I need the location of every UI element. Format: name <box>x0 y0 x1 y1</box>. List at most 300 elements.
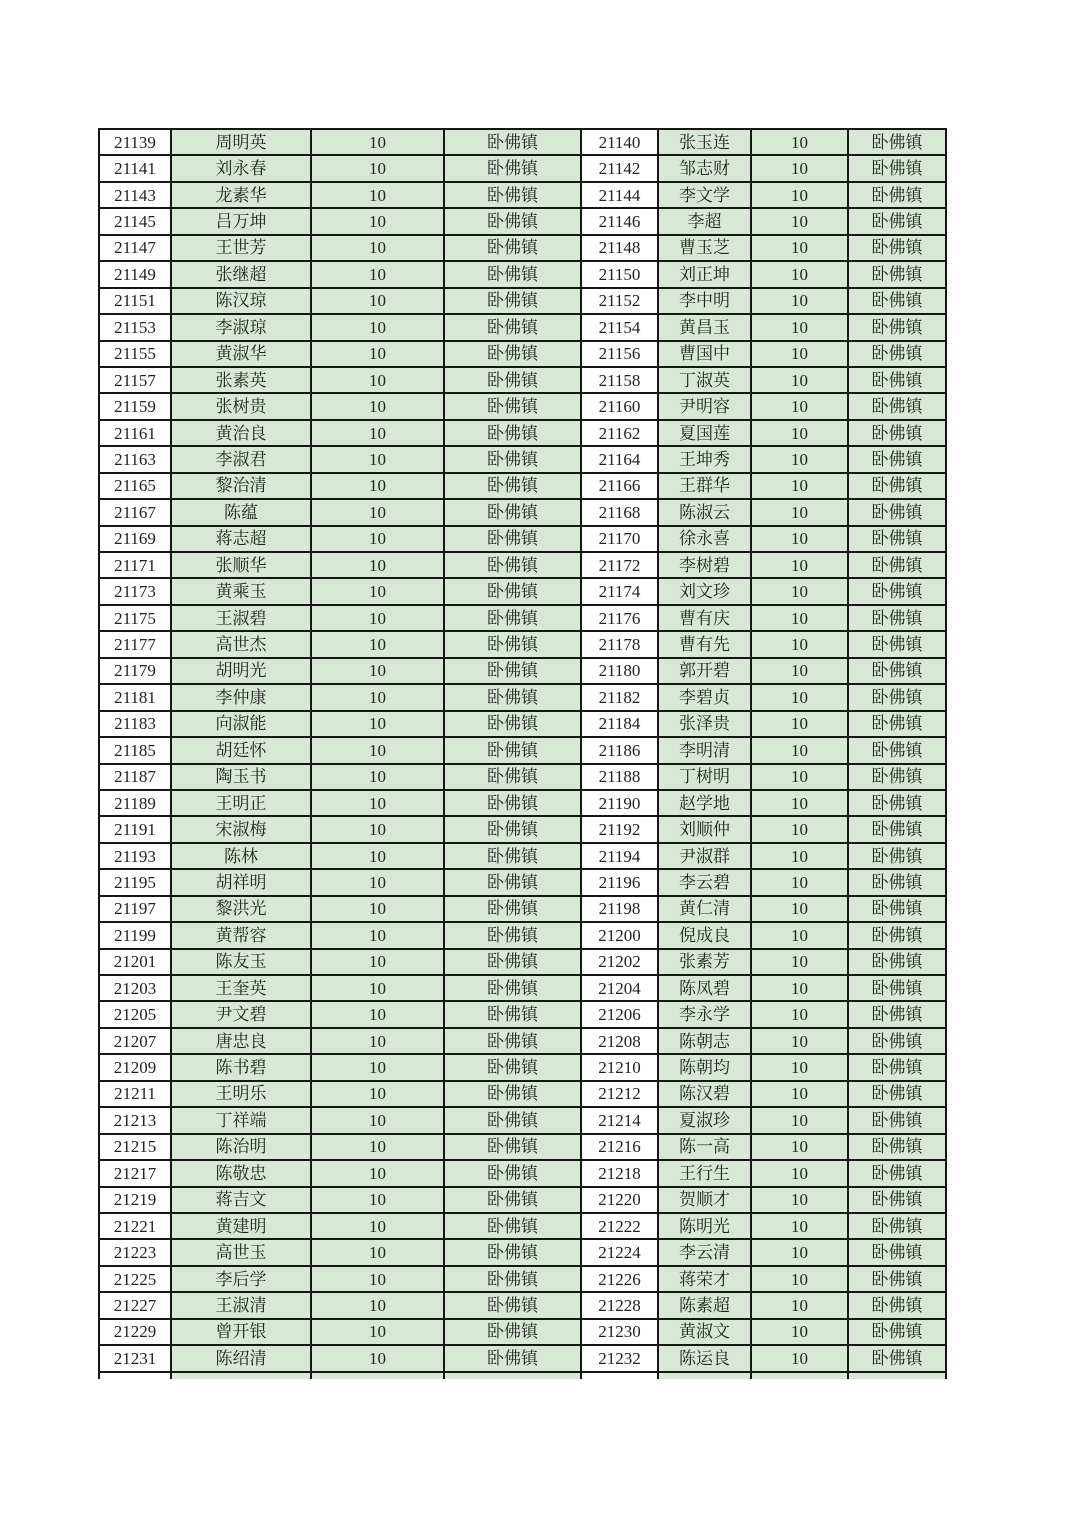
right-id-cell: 21192 <box>581 816 658 842</box>
left-name-cell: 王淑清 <box>171 1292 311 1318</box>
left-value-cell: 10 <box>311 314 444 340</box>
right-id-cell: 21170 <box>581 526 658 552</box>
right-id-cell: 21214 <box>581 1107 658 1133</box>
table-row <box>99 684 946 710</box>
left-name-cell: 黄建明 <box>171 1213 311 1239</box>
right-town-cell: 卧佛镇 <box>848 1345 946 1371</box>
table-row <box>99 473 946 499</box>
right-town-cell: 卧佛镇 <box>848 843 946 869</box>
left-id-cell: 21147 <box>99 235 171 261</box>
left-id-cell: 21153 <box>99 314 171 340</box>
left-value-cell: 10 <box>311 446 444 472</box>
left-value-cell: 10 <box>311 208 444 234</box>
right-name-cell: 尹明容 <box>658 393 751 419</box>
right-town-cell: 卧佛镇 <box>848 261 946 287</box>
left-value-cell: 10 <box>311 261 444 287</box>
right-value-cell: 10 <box>751 949 848 975</box>
left-value-cell: 10 <box>311 393 444 419</box>
left-value-cell: 10 <box>311 1292 444 1318</box>
table-row <box>99 869 946 895</box>
left-id-cell: 21187 <box>99 764 171 790</box>
right-name-cell: 刘正坤 <box>658 261 751 287</box>
left-town-cell: 卧佛镇 <box>444 790 581 816</box>
table-row <box>99 737 946 763</box>
right-value-cell: 10 <box>751 1187 848 1213</box>
left-value-cell: 10 <box>311 235 444 261</box>
table-row <box>99 367 946 393</box>
right-value-cell: 10 <box>751 1266 848 1292</box>
right-id-cell: 21162 <box>581 420 658 446</box>
right-value-cell: 10 <box>751 367 848 393</box>
left-id-cell: 21173 <box>99 578 171 604</box>
left-id-cell: 21213 <box>99 1107 171 1133</box>
table-row-partial <box>99 1372 946 1379</box>
left-id-cell: 21225 <box>99 1266 171 1292</box>
left-name-cell: 蒋吉文 <box>171 1187 311 1213</box>
left-town-cell: 卧佛镇 <box>444 1266 581 1292</box>
right-id-cell: 21186 <box>581 737 658 763</box>
left-town-cell: 卧佛镇 <box>444 578 581 604</box>
left-town-cell: 卧佛镇 <box>444 869 581 895</box>
left-id-cell: 21183 <box>99 711 171 737</box>
roster-table <box>98 128 947 1379</box>
right-town-cell: 卧佛镇 <box>848 816 946 842</box>
right-id-cell: 21180 <box>581 658 658 684</box>
left-name-cell: 陈友玉 <box>171 949 311 975</box>
left-value-cell: 10 <box>311 1134 444 1160</box>
table-row <box>99 499 946 525</box>
right-id-cell: 21228 <box>581 1292 658 1318</box>
right-town-cell: 卧佛镇 <box>848 658 946 684</box>
left-value-cell: 10 <box>311 896 444 922</box>
right-town-cell: 卧佛镇 <box>848 1187 946 1213</box>
table-row <box>99 1239 946 1265</box>
left-town-cell: 卧佛镇 <box>444 1107 581 1133</box>
right-town-cell: 卧佛镇 <box>848 869 946 895</box>
left-name-cell: 王奎英 <box>171 975 311 1001</box>
table-row <box>99 711 946 737</box>
left-name-cell: 黎治清 <box>171 473 311 499</box>
right-id-cell: 21226 <box>581 1266 658 1292</box>
left-id-cell: 21219 <box>99 1187 171 1213</box>
right-town-cell: 卧佛镇 <box>848 552 946 578</box>
right-town-cell: 卧佛镇 <box>848 922 946 948</box>
right-name-cell: 李云碧 <box>658 869 751 895</box>
right-value-cell: 10 <box>751 1081 848 1107</box>
left-id-cell: 21185 <box>99 737 171 763</box>
left-name-cell: 王世芳 <box>171 235 311 261</box>
table-row <box>99 182 946 208</box>
right-name-cell: 陈运良 <box>658 1345 751 1371</box>
right-name-cell: 赵学地 <box>658 790 751 816</box>
left-value-cell: 10 <box>311 367 444 393</box>
right-value-cell <box>751 1372 848 1379</box>
right-town-cell: 卧佛镇 <box>848 341 946 367</box>
right-id-cell: 21164 <box>581 446 658 472</box>
right-name-cell: 陈朝均 <box>658 1054 751 1080</box>
left-id-cell: 21197 <box>99 896 171 922</box>
table-row <box>99 896 946 922</box>
left-town-cell: 卧佛镇 <box>444 1345 581 1371</box>
right-id-cell: 21210 <box>581 1054 658 1080</box>
right-town-cell: 卧佛镇 <box>848 129 946 155</box>
right-town-cell: 卧佛镇 <box>848 1134 946 1160</box>
left-value-cell: 10 <box>311 975 444 1001</box>
right-town-cell: 卧佛镇 <box>848 1266 946 1292</box>
right-value-cell: 10 <box>751 1107 848 1133</box>
table-row <box>99 552 946 578</box>
right-town-cell: 卧佛镇 <box>848 790 946 816</box>
left-value-cell: 10 <box>311 1160 444 1186</box>
right-name-cell: 徐永喜 <box>658 526 751 552</box>
table-row <box>99 764 946 790</box>
left-id-cell: 21163 <box>99 446 171 472</box>
right-value-cell: 10 <box>751 1239 848 1265</box>
right-town-cell: 卧佛镇 <box>848 1081 946 1107</box>
right-name-cell: 张泽贵 <box>658 711 751 737</box>
left-id-cell: 21161 <box>99 420 171 446</box>
left-name-cell: 蒋志超 <box>171 526 311 552</box>
left-name-cell: 王明正 <box>171 790 311 816</box>
right-value-cell: 10 <box>751 896 848 922</box>
left-name-cell: 王明乐 <box>171 1081 311 1107</box>
table-row <box>99 843 946 869</box>
left-town-cell: 卧佛镇 <box>444 1213 581 1239</box>
right-id-cell: 21142 <box>581 155 658 181</box>
right-id-cell: 21178 <box>581 631 658 657</box>
table-row <box>99 1081 946 1107</box>
table-row <box>99 1054 946 1080</box>
left-value-cell: 10 <box>311 288 444 314</box>
left-id-cell: 21143 <box>99 182 171 208</box>
right-town-cell: 卧佛镇 <box>848 526 946 552</box>
right-town-cell: 卧佛镇 <box>848 1319 946 1345</box>
left-name-cell: 唐忠良 <box>171 1028 311 1054</box>
left-town-cell: 卧佛镇 <box>444 446 581 472</box>
left-id-cell: 21201 <box>99 949 171 975</box>
left-value-cell: 10 <box>311 1266 444 1292</box>
table-row <box>99 1266 946 1292</box>
right-value-cell: 10 <box>751 922 848 948</box>
left-name-cell: 黄治良 <box>171 420 311 446</box>
left-id-cell: 21151 <box>99 288 171 314</box>
right-name-cell: 陈明光 <box>658 1213 751 1239</box>
left-name-cell: 高世玉 <box>171 1239 311 1265</box>
left-name-cell: 张素英 <box>171 367 311 393</box>
left-town-cell: 卧佛镇 <box>444 341 581 367</box>
left-id-cell: 21215 <box>99 1134 171 1160</box>
right-town-cell: 卧佛镇 <box>848 975 946 1001</box>
table-row <box>99 1345 946 1371</box>
right-town-cell: 卧佛镇 <box>848 711 946 737</box>
right-name-cell: 陈朝志 <box>658 1028 751 1054</box>
left-value-cell: 10 <box>311 922 444 948</box>
left-id-cell: 21177 <box>99 631 171 657</box>
right-id-cell: 21166 <box>581 473 658 499</box>
table-row <box>99 975 946 1001</box>
right-value-cell: 10 <box>751 1001 848 1027</box>
right-town-cell: 卧佛镇 <box>848 420 946 446</box>
left-id-cell: 21203 <box>99 975 171 1001</box>
right-id-cell: 21218 <box>581 1160 658 1186</box>
right-id-cell: 21182 <box>581 684 658 710</box>
table-row <box>99 526 946 552</box>
left-town-cell: 卧佛镇 <box>444 155 581 181</box>
right-id-cell: 21188 <box>581 764 658 790</box>
left-id-cell: 21195 <box>99 869 171 895</box>
right-town-cell: 卧佛镇 <box>848 208 946 234</box>
left-id-cell: 21205 <box>99 1001 171 1027</box>
right-name-cell: 郭开碧 <box>658 658 751 684</box>
right-name-cell: 贺顺才 <box>658 1187 751 1213</box>
right-value-cell: 10 <box>751 737 848 763</box>
right-value-cell: 10 <box>751 473 848 499</box>
left-value-cell: 10 <box>311 843 444 869</box>
right-town-cell: 卧佛镇 <box>848 367 946 393</box>
right-id-cell: 21144 <box>581 182 658 208</box>
right-id-cell: 21194 <box>581 843 658 869</box>
left-town-cell: 卧佛镇 <box>444 922 581 948</box>
left-town-cell <box>444 1372 581 1379</box>
left-town-cell: 卧佛镇 <box>444 1028 581 1054</box>
left-value-cell: 10 <box>311 1028 444 1054</box>
left-id-cell: 21189 <box>99 790 171 816</box>
table-row <box>99 420 946 446</box>
right-name-cell: 陈淑云 <box>658 499 751 525</box>
left-name-cell: 周明英 <box>171 129 311 155</box>
left-town-cell: 卧佛镇 <box>444 1319 581 1345</box>
left-town-cell: 卧佛镇 <box>444 314 581 340</box>
right-value-cell: 10 <box>751 341 848 367</box>
right-id-cell: 21216 <box>581 1134 658 1160</box>
table-row <box>99 922 946 948</box>
left-id-cell: 21179 <box>99 658 171 684</box>
left-id-cell: 21217 <box>99 1160 171 1186</box>
left-value-cell: 10 <box>311 1345 444 1371</box>
left-value-cell: 10 <box>311 684 444 710</box>
left-value-cell: 10 <box>311 1107 444 1133</box>
right-name-cell: 曹有先 <box>658 631 751 657</box>
left-town-cell: 卧佛镇 <box>444 288 581 314</box>
left-name-cell <box>171 1372 311 1379</box>
left-id-cell: 21231 <box>99 1345 171 1371</box>
left-town-cell: 卧佛镇 <box>444 631 581 657</box>
left-name-cell: 陈汉琼 <box>171 288 311 314</box>
left-name-cell: 陈敬忠 <box>171 1160 311 1186</box>
right-id-cell: 21184 <box>581 711 658 737</box>
left-value-cell: 10 <box>311 129 444 155</box>
left-name-cell: 陈蕴 <box>171 499 311 525</box>
table-row <box>99 1292 946 1318</box>
left-value-cell: 10 <box>311 949 444 975</box>
left-id-cell: 21159 <box>99 393 171 419</box>
right-name-cell: 王坤秀 <box>658 446 751 472</box>
right-town-cell: 卧佛镇 <box>848 1107 946 1133</box>
left-id-cell: 21221 <box>99 1213 171 1239</box>
right-value-cell: 10 <box>751 1292 848 1318</box>
left-name-cell: 高世杰 <box>171 631 311 657</box>
left-id-cell: 21165 <box>99 473 171 499</box>
left-town-cell: 卧佛镇 <box>444 261 581 287</box>
table-row <box>99 658 946 684</box>
right-name-cell: 曹国中 <box>658 341 751 367</box>
left-town-cell: 卧佛镇 <box>444 843 581 869</box>
left-town-cell: 卧佛镇 <box>444 605 581 631</box>
left-id-cell: 21211 <box>99 1081 171 1107</box>
right-name-cell: 夏国莲 <box>658 420 751 446</box>
right-value-cell: 10 <box>751 182 848 208</box>
table-row <box>99 261 946 287</box>
left-value-cell: 10 <box>311 1081 444 1107</box>
right-name-cell: 陈汉碧 <box>658 1081 751 1107</box>
right-id-cell: 21168 <box>581 499 658 525</box>
right-name-cell: 李永学 <box>658 1001 751 1027</box>
left-town-cell: 卧佛镇 <box>444 208 581 234</box>
table-row <box>99 393 946 419</box>
right-id-cell: 21198 <box>581 896 658 922</box>
right-id-cell: 21206 <box>581 1001 658 1027</box>
left-town-cell: 卧佛镇 <box>444 896 581 922</box>
right-value-cell: 10 <box>751 446 848 472</box>
left-name-cell: 黄乘玉 <box>171 578 311 604</box>
right-town-cell: 卧佛镇 <box>848 1213 946 1239</box>
left-value-cell: 10 <box>311 341 444 367</box>
left-name-cell: 陈治明 <box>171 1134 311 1160</box>
right-name-cell: 黄淑文 <box>658 1319 751 1345</box>
left-id-cell: 21209 <box>99 1054 171 1080</box>
left-name-cell: 黄淑华 <box>171 341 311 367</box>
left-id-cell: 21141 <box>99 155 171 181</box>
right-name-cell: 尹淑群 <box>658 843 751 869</box>
left-town-cell: 卧佛镇 <box>444 737 581 763</box>
left-name-cell: 黄帮容 <box>171 922 311 948</box>
left-town-cell: 卧佛镇 <box>444 1292 581 1318</box>
right-value-cell: 10 <box>751 1319 848 1345</box>
table-row <box>99 1001 946 1027</box>
right-value-cell: 10 <box>751 235 848 261</box>
right-value-cell: 10 <box>751 155 848 181</box>
right-id-cell: 21208 <box>581 1028 658 1054</box>
left-id-cell: 21229 <box>99 1319 171 1345</box>
table-row <box>99 1160 946 1186</box>
right-name-cell: 李文学 <box>658 182 751 208</box>
left-town-cell: 卧佛镇 <box>444 949 581 975</box>
left-id-cell: 21207 <box>99 1028 171 1054</box>
left-town-cell: 卧佛镇 <box>444 1054 581 1080</box>
right-id-cell: 21156 <box>581 341 658 367</box>
right-value-cell: 10 <box>751 816 848 842</box>
left-value-cell: 10 <box>311 658 444 684</box>
right-value-cell: 10 <box>751 869 848 895</box>
left-id-cell: 21157 <box>99 367 171 393</box>
right-value-cell: 10 <box>751 1213 848 1239</box>
table-row <box>99 288 946 314</box>
right-name-cell: 蒋荣才 <box>658 1266 751 1292</box>
right-town-cell: 卧佛镇 <box>848 1292 946 1318</box>
right-id-cell: 21140 <box>581 129 658 155</box>
left-value-cell: 10 <box>311 155 444 181</box>
right-id-cell: 21224 <box>581 1239 658 1265</box>
right-town-cell: 卧佛镇 <box>848 764 946 790</box>
right-town-cell: 卧佛镇 <box>848 1160 946 1186</box>
right-name-cell: 陈凤碧 <box>658 975 751 1001</box>
left-value-cell: 10 <box>311 420 444 446</box>
right-town-cell: 卧佛镇 <box>848 578 946 604</box>
left-id-cell: 21227 <box>99 1292 171 1318</box>
right-id-cell: 21230 <box>581 1319 658 1345</box>
table-row <box>99 578 946 604</box>
right-id-cell: 21148 <box>581 235 658 261</box>
right-value-cell: 10 <box>751 420 848 446</box>
left-town-cell: 卧佛镇 <box>444 552 581 578</box>
right-value-cell: 10 <box>751 764 848 790</box>
table-row <box>99 155 946 181</box>
left-town-cell: 卧佛镇 <box>444 129 581 155</box>
left-town-cell: 卧佛镇 <box>444 816 581 842</box>
left-value-cell: 10 <box>311 526 444 552</box>
right-name-cell: 张玉连 <box>658 129 751 155</box>
right-name-cell: 李明清 <box>658 737 751 763</box>
left-town-cell: 卧佛镇 <box>444 182 581 208</box>
left-town-cell: 卧佛镇 <box>444 473 581 499</box>
left-id-cell: 21169 <box>99 526 171 552</box>
right-id-cell: 21150 <box>581 261 658 287</box>
right-town-cell: 卧佛镇 <box>848 499 946 525</box>
right-town-cell <box>848 1372 946 1379</box>
table-row <box>99 314 946 340</box>
table-row <box>99 790 946 816</box>
right-value-cell: 10 <box>751 605 848 631</box>
right-town-cell: 卧佛镇 <box>848 949 946 975</box>
left-id-cell: 21149 <box>99 261 171 287</box>
right-name-cell: 夏淑珍 <box>658 1107 751 1133</box>
table-row <box>99 129 946 155</box>
right-id-cell: 21160 <box>581 393 658 419</box>
table-row <box>99 235 946 261</box>
right-town-cell: 卧佛镇 <box>848 182 946 208</box>
table-row <box>99 446 946 472</box>
right-name-cell: 倪成良 <box>658 922 751 948</box>
right-name-cell <box>658 1372 751 1379</box>
roster-table-body <box>99 129 946 1379</box>
left-town-cell: 卧佛镇 <box>444 235 581 261</box>
left-name-cell: 向淑能 <box>171 711 311 737</box>
right-id-cell: 21212 <box>581 1081 658 1107</box>
left-name-cell: 张继超 <box>171 261 311 287</box>
right-value-cell: 10 <box>751 843 848 869</box>
left-town-cell: 卧佛镇 <box>444 1187 581 1213</box>
right-town-cell: 卧佛镇 <box>848 446 946 472</box>
right-id-cell: 21204 <box>581 975 658 1001</box>
left-name-cell: 张树贵 <box>171 393 311 419</box>
left-value-cell: 10 <box>311 631 444 657</box>
right-town-cell: 卧佛镇 <box>848 1001 946 1027</box>
left-name-cell: 陈林 <box>171 843 311 869</box>
right-town-cell: 卧佛镇 <box>848 684 946 710</box>
right-value-cell: 10 <box>751 578 848 604</box>
left-town-cell: 卧佛镇 <box>444 1160 581 1186</box>
left-id-cell: 21199 <box>99 922 171 948</box>
right-name-cell: 刘文珍 <box>658 578 751 604</box>
left-name-cell: 李仲康 <box>171 684 311 710</box>
table-row <box>99 631 946 657</box>
right-name-cell: 李树碧 <box>658 552 751 578</box>
left-value-cell: 10 <box>311 869 444 895</box>
right-id-cell: 21172 <box>581 552 658 578</box>
right-town-cell: 卧佛镇 <box>848 1239 946 1265</box>
right-value-cell: 10 <box>751 1054 848 1080</box>
left-name-cell: 李淑琼 <box>171 314 311 340</box>
